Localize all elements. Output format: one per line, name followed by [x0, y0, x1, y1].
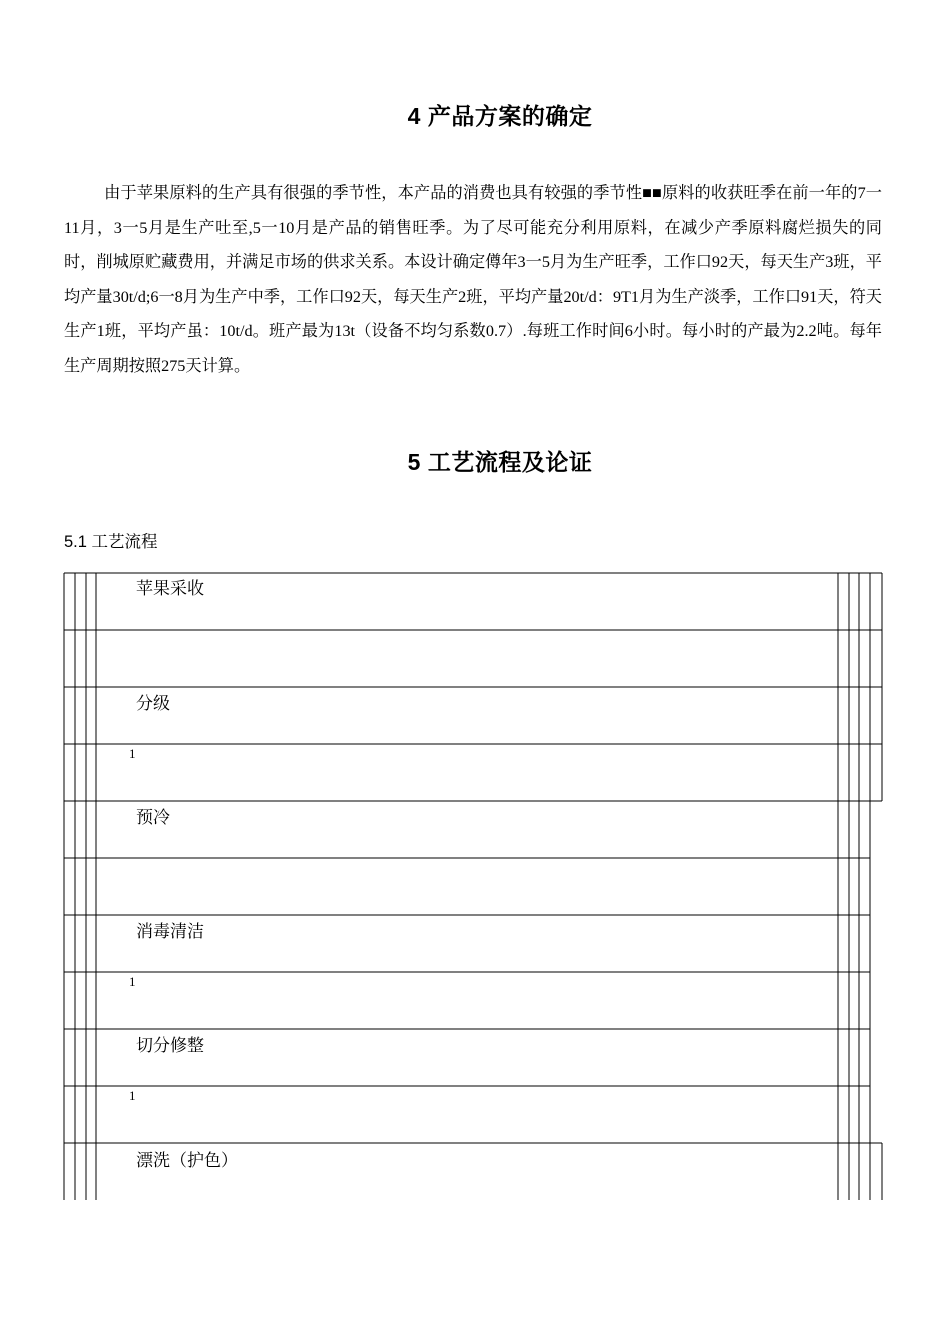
subsection-5-1-heading: 5.1 工艺流程 — [64, 533, 158, 551]
flow-row-lines — [64, 573, 882, 1143]
flow-step-grading: 分级 — [136, 694, 170, 713]
flow-marker: 1 — [129, 1088, 136, 1103]
flow-step-rinsing: 漂洗（护色） — [136, 1151, 238, 1170]
section-4-heading: 4 产品方案的确定 — [407, 103, 593, 129]
flow-step-disinfection: 消毒清洁 — [136, 922, 204, 941]
flow-step-harvest: 苹果采收 — [136, 579, 204, 598]
flow-step-precooling: 预冷 — [136, 808, 170, 827]
flow-marker: 1 — [129, 746, 136, 761]
section-5-heading: 5 工艺流程及论证 — [407, 449, 593, 475]
flow-left-borders — [64, 573, 96, 1200]
flow-marker: 1 — [129, 974, 136, 989]
product-plan-text: 由于苹果原料的生产具有很强的季节性，本产品的消费也具有较强的季节性■■原料的收获旺季在前一年的7一11月，3一5月是生产吐至,5一10月是产品的销售旺季。为了尽可能充分利用原料，在减少产季原料腐烂损失的同时，削城原贮藏费用，并满足市场的供求关系。本设计确定僔年3一5月为生产旺季，工作口92天，每天生产3班，平均产量30t/d;6一8月为生产中季，工作口92天，每天生产2班，平均产量20t/d：9T1月为生产淡季，工作口91天，符天生产1班，平均产虽：10t/d。班产最为13t（设备不均匀系数0.7）.每班工作时间6小时。每小时的产最为2.2吨。每年生产周期按照275天计算。 — [64, 184, 882, 375]
flow-right-borders — [838, 573, 882, 1200]
flow-step-cutting: 切分修整 — [136, 1036, 204, 1055]
